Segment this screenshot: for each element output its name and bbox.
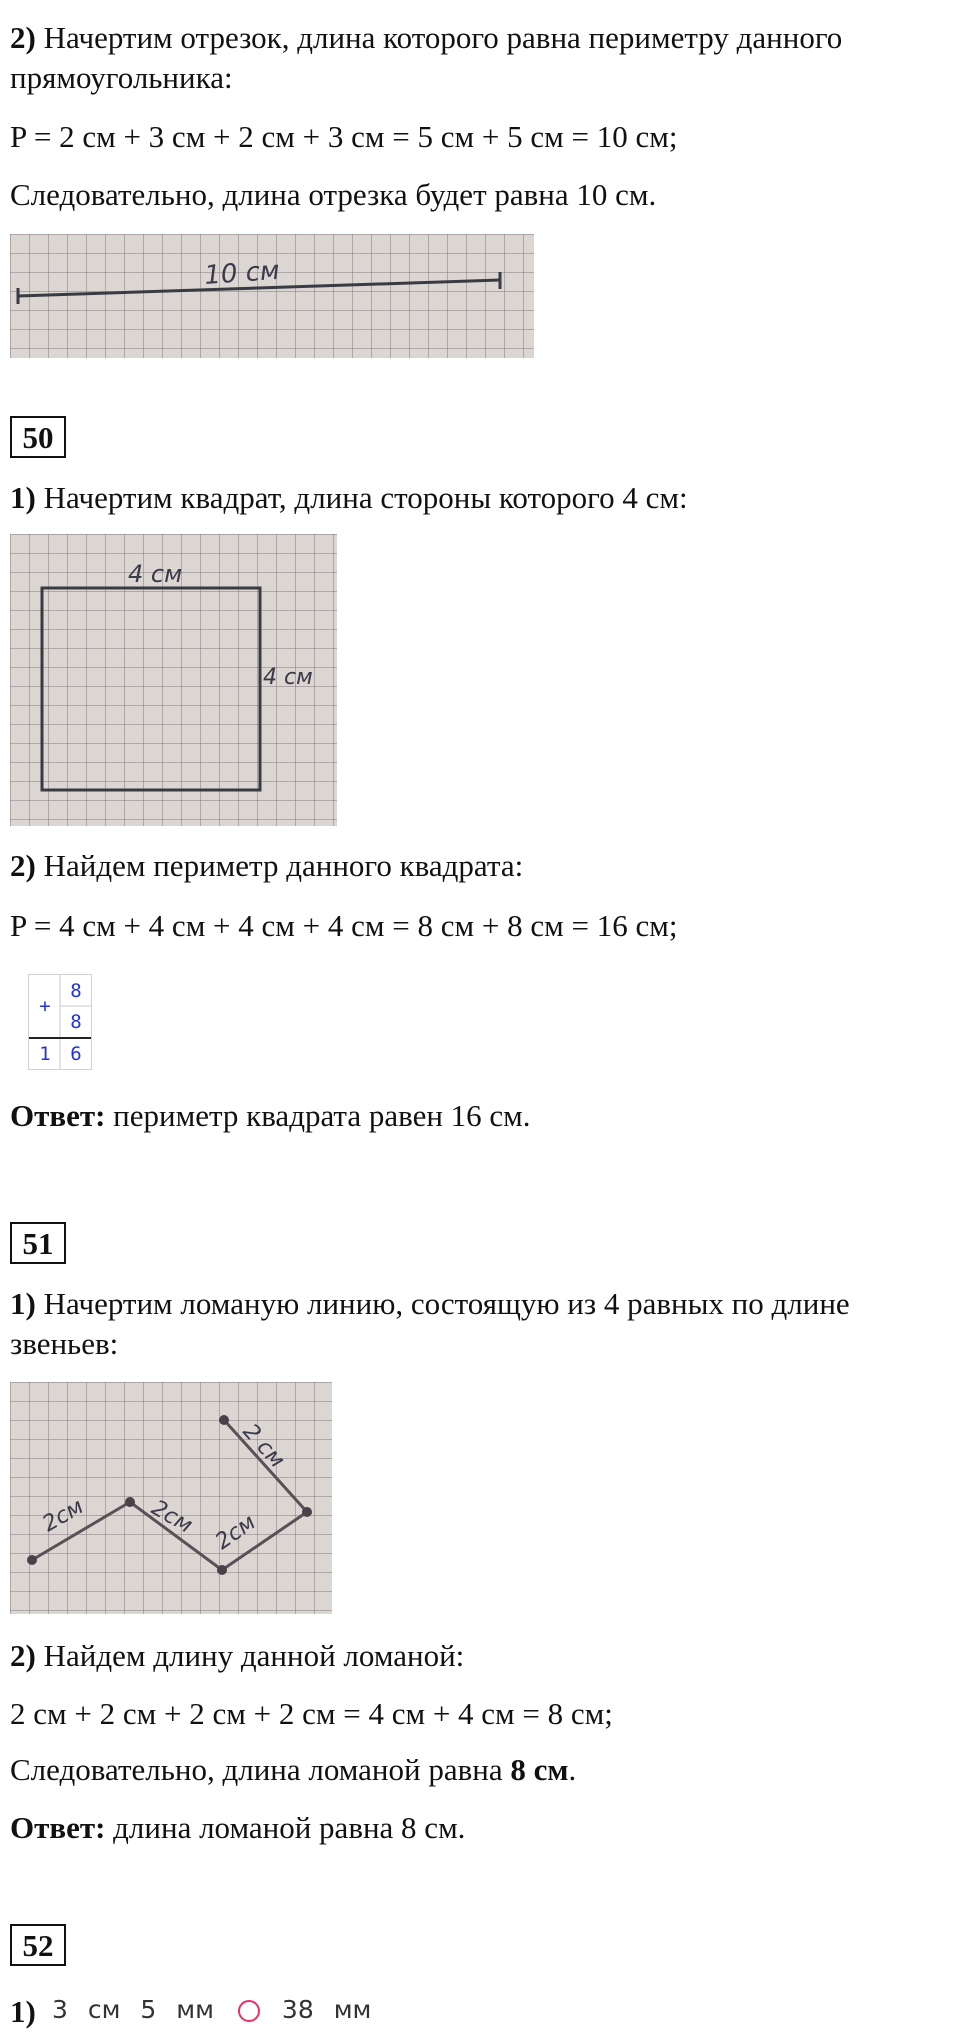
answer-label: Ответ: — [10, 1098, 106, 1133]
task51-formula: 2 см + 2 см + 2 см + 2 см = 4 см + 4 см = 8 см; — [10, 1696, 613, 1731]
step-text: Начертим отрезок, длина которого равна периметру данного прямоугольника: — [10, 20, 843, 95]
value-3: 38 — [281, 1995, 314, 2024]
unit-3: мм — [333, 1995, 372, 2024]
task52-comparison — [52, 1992, 383, 2028]
link-label-3: 2см — [211, 1509, 261, 1555]
task51-step2 — [10, 1636, 955, 1676]
column-addition — [28, 974, 92, 1070]
answer-text: длина ломаной равна 8 см. — [113, 1810, 466, 1845]
unit-2: мм — [176, 1995, 215, 2024]
task49-step2 — [10, 18, 955, 98]
link-label-2: 2см — [147, 1495, 197, 1539]
task49-formula: P = 2 см + 3 см + 2 см + 3 см = 5 см + 5 см = 10 см; — [10, 119, 678, 154]
answer-text: периметр квадрата равен 16 см. — [113, 1098, 531, 1133]
segment-drawing — [10, 234, 534, 358]
task50-step2 — [10, 846, 955, 886]
step-text: Начертим ломаную линию, состоящую из 4 равных по длине звеньев: — [10, 1286, 850, 1361]
conclusion-end: . — [568, 1752, 577, 1787]
unit-1: см — [87, 1995, 121, 2024]
step-number: 2) — [10, 848, 36, 883]
step-number: 2) — [10, 20, 36, 55]
task51-step1 — [10, 1284, 955, 1364]
task49-conclusion: Следовательно, длина отрезка будет равна 10 см. — [10, 177, 657, 212]
plus-sign: + — [39, 995, 51, 1017]
step-text: Найдем длину данной ломаной: — [43, 1638, 465, 1673]
task52-step1-number — [10, 1992, 50, 2032]
comparison-circle-icon[interactable] — [238, 2000, 260, 2022]
segment-label: 10 см — [203, 255, 281, 291]
polyline-drawing — [10, 1382, 332, 1614]
step-text: Найдем периметр данного квадрата: — [43, 848, 524, 883]
answer-label: Ответ: — [10, 1810, 106, 1845]
link-label-1: 2см — [38, 1494, 88, 1538]
task-number-badge: 50 — [10, 416, 66, 458]
polyline-photo — [10, 1382, 332, 1614]
step-number: 1) — [10, 1994, 36, 2029]
square-top-label: 4 см — [128, 560, 183, 588]
conclusion-value: 8 см — [510, 1752, 569, 1787]
task50-answer — [10, 1096, 955, 1136]
segment-photo — [10, 234, 534, 358]
square-photo — [10, 534, 337, 826]
step-text: Начертим квадрат, длина стороны которого 4 см: — [43, 480, 688, 515]
task-number-badge: 51 — [10, 1222, 66, 1264]
sum-digit-tens: 1 — [39, 1043, 51, 1065]
task50-step1 — [10, 478, 955, 518]
value-2: 5 — [140, 1995, 157, 2024]
task50-formula: P = 4 см + 4 см + 4 см + 4 см = 8 см + 8 см = 16 см; — [10, 908, 678, 943]
task51-answer — [10, 1808, 955, 1848]
task-number-badge: 52 — [10, 1924, 66, 1966]
addend-2: 8 — [70, 1011, 82, 1033]
square-drawing — [10, 534, 337, 826]
step-number: 2) — [10, 1638, 36, 1673]
step-number: 1) — [10, 480, 36, 515]
sum-digit-units: 6 — [70, 1043, 82, 1065]
square-side-label: 4 см — [263, 665, 313, 690]
conclusion-text: Следовательно, длина ломаной равна — [10, 1752, 503, 1787]
task51-conclusion — [10, 1750, 955, 1790]
addend-1: 8 — [70, 980, 82, 1002]
link-label-4: 2 см — [237, 1419, 290, 1473]
value-1: 3 — [52, 1995, 68, 2024]
step-number: 1) — [10, 1286, 36, 1321]
